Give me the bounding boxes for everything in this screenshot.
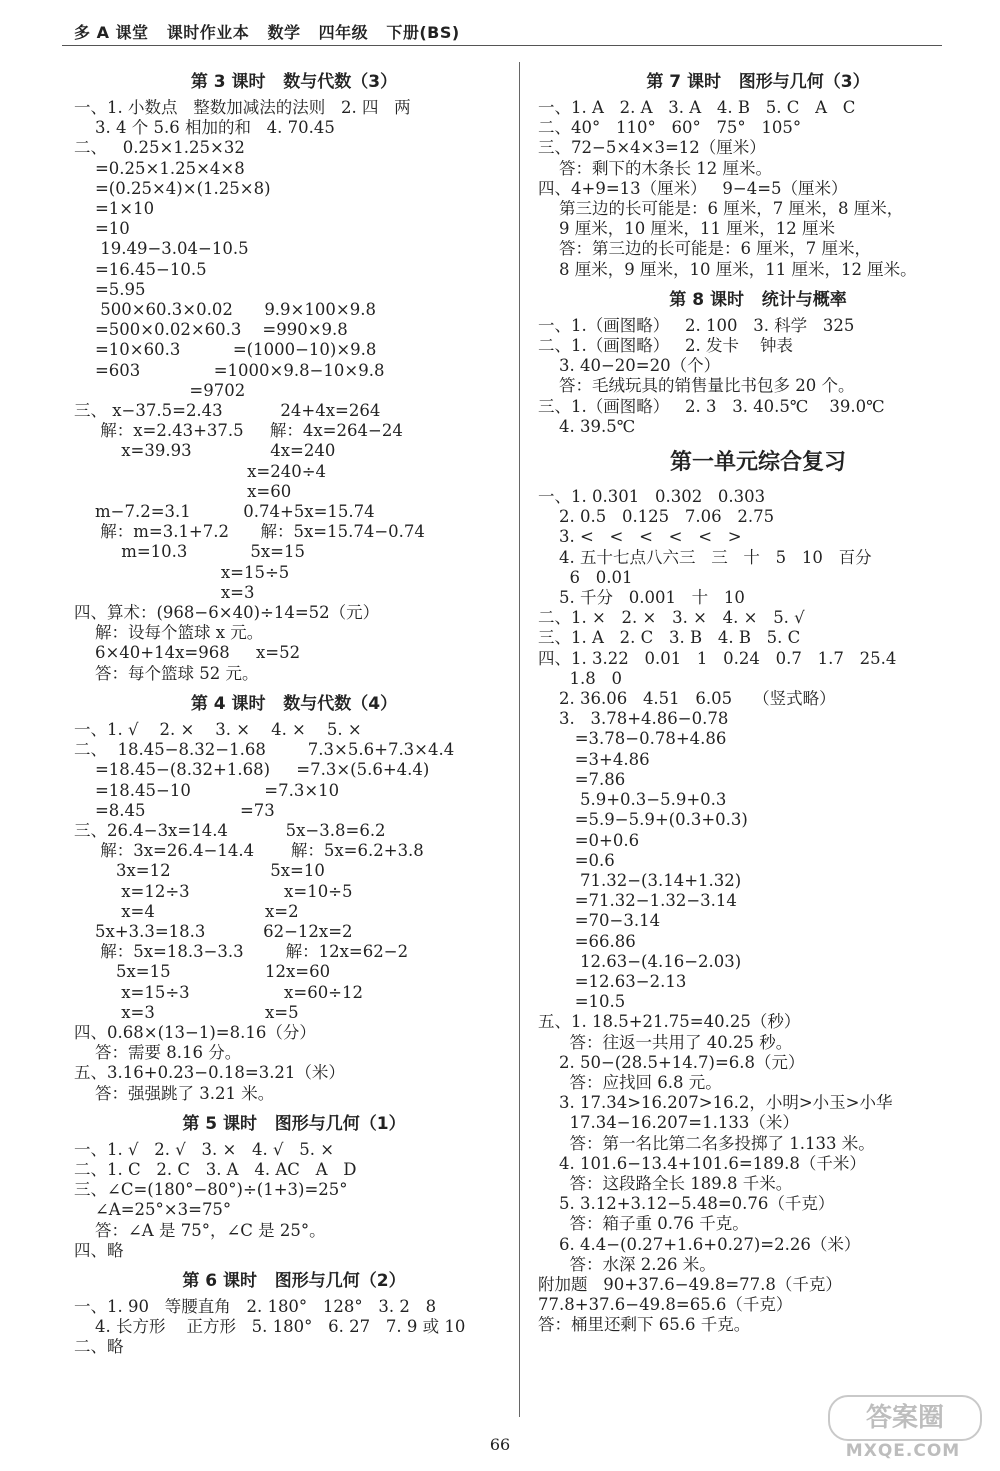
answer-line: 1.8 0: [538, 668, 622, 688]
answer-line: =9702: [74, 380, 246, 400]
answer-line: 3. 3.78+4.86−0.78: [538, 709, 729, 729]
answer-line: 5. 3.12+3.12−5.48=0.76（千克）: [538, 1194, 835, 1214]
answer-line: =10.5: [538, 992, 626, 1012]
answer-line: 一、1. A 2. A 3. A 4. B 5. C A C: [538, 98, 856, 117]
answer-line: 二、略: [74, 1337, 124, 1357]
answer-line: 2. 0.5 0.125 7.06 2.75: [538, 507, 775, 527]
answer-line: 一、1. 90 等腰直角 2. 180° 128° 3. 2 8: [74, 1296, 437, 1316]
answer-line: 三、1.（画图略） 2. 3 3. 40.5℃ 39.0℃: [538, 396, 885, 416]
answer-line: x=15÷5: [74, 562, 290, 582]
answer-line: 答：毛绒玩具的销售量比书包多 20 个。: [538, 376, 855, 396]
answer-line: 4. 长方形 正方形 5. 180° 6. 27 7. 9 或 10: [74, 1317, 466, 1337]
answer-line: 解：3x=26.4−14.4 解：5x=6.2+3.8: [74, 841, 424, 861]
answer-line: 17.34−16.207=1.133（米）: [538, 1113, 799, 1133]
answer-line: =18.45−10 =7.3×10: [74, 780, 340, 800]
answer-line: 一、1. 小数点 整数加减法的法则 2. 四 两: [74, 98, 411, 117]
answer-line: 四、1. 3.22 0.01 1 0.24 0.7 1.7 25.4: [538, 648, 897, 668]
answer-line: 9 厘米，10 厘米，11 厘米，12 厘米: [538, 219, 835, 239]
answer-line: x=15÷3 x=60÷12: [74, 982, 364, 1002]
answer-line: 答：桶里还剩下 65.6 千克。: [538, 1315, 751, 1335]
answer-line: x=3: [74, 582, 255, 602]
answer-line: 三、1. A 2. C 3. B 4. B 5. C: [538, 628, 801, 648]
answer-line: 一、1. √ 2. × 3. × 4. × 5. ×: [74, 719, 362, 739]
answer-line: =0.6: [538, 850, 615, 870]
answer-line: 五、3.16+0.23−0.18=3.21（米）: [74, 1063, 345, 1083]
answer-line: m−7.2=3.1 0.74+5x=15.74: [74, 502, 375, 522]
answer-line: 5.9+0.3−5.9+0.3: [538, 790, 727, 810]
answer-line: 6. 4.4−(0.27+1.6+0.27)=2.26（米）: [538, 1234, 861, 1254]
answer-line: 5x=15 12x=60: [74, 962, 331, 982]
watermark-logo: [828, 1395, 978, 1465]
answer-line: 第三边的长可能是：6 厘米，7 厘米，8 厘米，: [538, 199, 904, 219]
answer-line: m=10.3 5x=15: [74, 542, 305, 562]
page-number: 66: [489, 1435, 511, 1454]
section-title: 第 4 课时 数与代数（4）: [190, 693, 398, 714]
answer-line: 6 0.01: [538, 567, 633, 587]
answer-line: 19.49−3.04−10.5: [74, 239, 249, 259]
answer-line: =5.95: [74, 279, 146, 299]
answer-line: 五、1. 18.5+21.75=40.25（秒）: [538, 1012, 801, 1032]
answer-line: 3. 17.34>16.207>16.2，小明>小玉>小华: [538, 1093, 893, 1113]
answer-line: x=60: [74, 481, 292, 501]
answer-line: =3.78−0.78+4.86: [538, 729, 727, 749]
answer-line: 答：应找回 6.8 元。: [538, 1072, 722, 1092]
left-column: [74, 62, 514, 1358]
answer-line: =18.45−(8.32+1.68) =7.3×(5.6+4.4): [74, 760, 430, 780]
answer-line: 解：5x=18.3−3.3 解：12x=62−2: [74, 942, 409, 962]
answer-line: 2. 36.06 4.51 6.05 （竖式略）: [538, 689, 836, 709]
header-rule: [62, 45, 942, 46]
answer-line: 三、72−5×4×3=12（厘米）: [538, 138, 766, 158]
answer-line: 8 厘米，9 厘米，10 厘米，11 厘米，12 厘米。: [538, 259, 917, 279]
watermark-url: MXQE.COM: [845, 1441, 961, 1461]
answer-line: 四、4+9=13（厘米） 9−4=5（厘米）: [538, 178, 848, 198]
section-title: 第 5 课时 图形与几何（1）: [182, 1113, 406, 1134]
page-header: 多 A 课堂 课时作业本 数学 四年级 下册(BS): [74, 23, 460, 42]
answer-line: 答：箱子重 0.76 千克。: [538, 1214, 749, 1234]
answer-line: 答：往返一共用了 40.25 秒。: [538, 1032, 793, 1052]
answer-line: 3. 4 个 5.6 相加的和 4. 70.45: [74, 118, 335, 138]
answer-line: x=3 x=5: [74, 1002, 299, 1022]
section-title: 第 7 课时 图形与几何（3）: [646, 72, 870, 92]
answer-line: 答：强强跳了 3.21 米。: [74, 1083, 275, 1103]
answer-line: 四、算术：(968−6×40)÷14=52（元）: [74, 603, 380, 623]
answer-line: 77.8+37.6−49.8=65.6（千克）: [538, 1295, 793, 1315]
answer-line: 二、1. × 2. × 3. × 4. × 5. √: [538, 608, 805, 628]
section-title: 第 3 课时 数与代数（3）: [190, 72, 398, 92]
answer-line: =71.32−1.32−3.14: [538, 891, 737, 911]
answer-line: 答：第三边的长可能是：6 厘米，7 厘米，: [538, 239, 871, 259]
answer-line: 四、略: [74, 1240, 124, 1260]
column-divider: [519, 62, 520, 1417]
answer-line: x=39.93 4x=240: [74, 441, 336, 461]
answer-line: =0+0.6: [538, 830, 640, 850]
answer-line: 500×60.3×0.02 9.9×100×9.8: [74, 300, 376, 320]
answer-line: 答：每个篮球 52 元。: [74, 663, 259, 683]
answer-line: 3x=12 5x=10: [74, 861, 325, 881]
answer-line: =10: [74, 219, 130, 239]
answer-line: 四、0.68×(13−1)=8.16（分）: [74, 1022, 316, 1042]
answer-line: 二、 0.25×1.25×32: [74, 138, 245, 158]
answer-line: 一、1. √ 2. √ 3. × 4. √ 5. ×: [74, 1139, 335, 1159]
answer-line: 答：需要 8.16 分。: [74, 1043, 242, 1063]
answer-line: =603 =1000×9.8−10×9.8: [74, 360, 385, 380]
answer-line: 2. 50−(28.5+14.7)=6.8（元）: [538, 1052, 805, 1072]
answer-line: =12.63−2.13: [538, 971, 687, 991]
answer-line: 答：∠A 是 75°，∠C 是 25°。: [74, 1220, 326, 1240]
answer-line: 三、∠C=(180°−80°)÷(1+3)=25°: [74, 1180, 348, 1200]
answer-line: 三、 x−37.5=2.43 24+4x=264: [74, 401, 381, 421]
answer-line: =500×0.02×60.3 =990×9.8: [74, 320, 348, 340]
answer-line: =1×10: [74, 199, 155, 219]
answer-line: =7.86: [538, 769, 626, 789]
answer-line: x=4 x=2: [74, 901, 299, 921]
answer-line: =70−3.14: [538, 911, 661, 931]
answer-line: x=240÷4: [74, 461, 327, 481]
answer-line: 4. 39.5℃: [538, 416, 636, 436]
answer-line: 一、1. 0.301 0.302 0.303: [538, 487, 766, 507]
answer-line: 答：水深 2.26 米。: [538, 1254, 716, 1274]
answer-line: 一、1.（画图略） 2. 100 3. 科学 325: [538, 315, 855, 335]
answer-line: 附加题 90+37.6−49.8=77.8（千克）: [538, 1274, 842, 1294]
answer-line: 解：m=3.1+7.2 解：5x=15.74−0.74: [74, 522, 425, 542]
answer-line: 三、26.4−3x=14.4 5x−3.8=6.2: [74, 820, 386, 840]
answer-line: =66.86: [538, 931, 636, 951]
answer-line: 答：第一名比第二名多投掷了 1.133 米。: [538, 1133, 875, 1153]
answer-line: =(0.25×4)×(1.25×8): [74, 178, 271, 198]
answer-line: x=12÷3 x=10÷5: [74, 881, 353, 901]
answer-line: 71.32−(3.14+1.32): [538, 870, 742, 890]
answer-line: 二、 18.45−8.32−1.68 7.3×5.6+7.3×4.4: [74, 740, 455, 760]
answer-line: 5. 千分 0.001 十 10: [538, 588, 745, 608]
section-title: 第 8 课时 统计与概率: [669, 289, 847, 310]
right-column: [538, 62, 978, 1336]
answer-line: 解：x=2.43+37.5 解：4x=264−24: [74, 421, 403, 441]
answer-line: 5x+3.3=18.3 62−12x=2: [74, 921, 353, 941]
section-title: 第一单元综合复习: [669, 450, 846, 476]
answer-line: 4. 五十七点八六三 三 十 5 10 百分: [538, 547, 872, 567]
answer-line: 二、1.（画图略） 2. 发卡 钟表: [538, 336, 793, 356]
answer-line: =5.9−5.9+(0.3+0.3): [538, 810, 748, 830]
answer-line: ∠A=25°×3=75°: [74, 1200, 232, 1220]
answer-line: =3+4.86: [538, 749, 650, 769]
answer-line: =8.45 =73: [74, 800, 275, 820]
answer-line: 答：这段路全长 189.8 千米。: [538, 1173, 793, 1193]
answer-line: 12.63−(4.16−2.03): [538, 951, 742, 971]
answer-line: 二、40° 110° 60° 75° 105°: [538, 118, 802, 138]
answer-line: =16.45−10.5: [74, 259, 207, 279]
answer-line: 答：剩下的木条长 12 厘米。: [538, 158, 772, 178]
answer-line: 3. 40−20=20（个）: [538, 356, 721, 376]
answer-line: 6×40+14x=968 x=52: [74, 643, 301, 663]
section-title: 第 6 课时 图形与几何（2）: [182, 1270, 406, 1291]
answer-line: =0.25×1.25×4×8: [74, 158, 245, 178]
answer-line: 3. < < < < < >: [538, 527, 742, 547]
answer-line: =10×60.3 =(1000−10)×9.8: [74, 340, 377, 360]
watermark-seal: 答案圈: [828, 1395, 982, 1441]
answer-line: 解：设每个篮球 x 元。: [74, 623, 264, 643]
answer-line: 4. 101.6−13.4+101.6=189.8（千米）: [538, 1153, 866, 1173]
answer-line: 二、1. C 2. C 3. A 4. AC A D: [74, 1159, 357, 1179]
